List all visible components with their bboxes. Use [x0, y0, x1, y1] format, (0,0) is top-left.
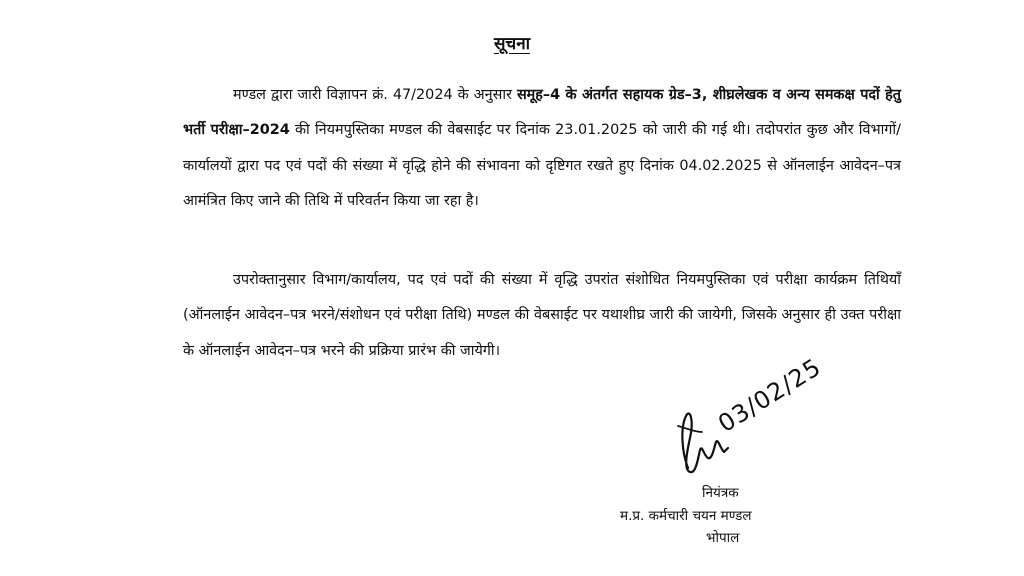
- notice-title-text: सूचना: [493, 34, 531, 54]
- footer-city: भोपाल: [706, 530, 740, 546]
- paragraph-2-text: उपरोक्तानुसार विभाग/कार्यालय, पद एवं पदों की संख्या में वृद्धि उपरांत संशोधित नियमपुस्तिका एवं परीक्षा कार्यक्रम तिथियाँ (ऑनलाईन आवेदन–पत्र भरने/संशोधन एवं परीक्षा तिथि) मण्डल की वेबसाईट पर यथाशीघ्र जारी की जायेगी, जिसके अनुसार ही उक्त परीक्षा के ऑनलाईन आवेदन–पत्र भरने की प्रक्रिया प्रारंभ की जायेगी।: [183, 272, 901, 359]
- notice-paragraph-1: [183, 78, 901, 219]
- notice-title: [0, 31, 1024, 54]
- signature-date: 03/02/25: [713, 352, 827, 438]
- footer-organization: म.प्र. कर्मचारी चयन मण्डल: [620, 508, 752, 524]
- paragraph-1-text-b: की नियमपुस्तिका मण्डल की वेबसाईट पर दिनांक 23.01.2025 को जारी की गई थी। तदोपरांत कुछ और विभागों/कार्यालयों द्वारा पद एवं पदों की संख्या में वृद्धि होने की संभावना को दृष्टिगत रखते हुए दिनांक 04.02.2025 से ऑनलाईन आवेदन–पत्र आमंत्रित किए जाने की तिथि में परिवर्तन किया जा रहा है।: [183, 122, 901, 209]
- footer-designation: नियंत्रक: [702, 485, 739, 501]
- notice-paragraph-2: [183, 263, 901, 369]
- paragraph-1-bold-text: समूह–4 के अंतर्गत सहायक ग्रेड–3, शीघ्रलेखक व अन्य समकक्ष पदों हेतु भर्ती परीक्षा–2024: [183, 87, 902, 139]
- paragraph-1-text-a: मण्डल द्वारा जारी विज्ञापन क्रं. 47/2024 के अनुसार: [233, 87, 517, 103]
